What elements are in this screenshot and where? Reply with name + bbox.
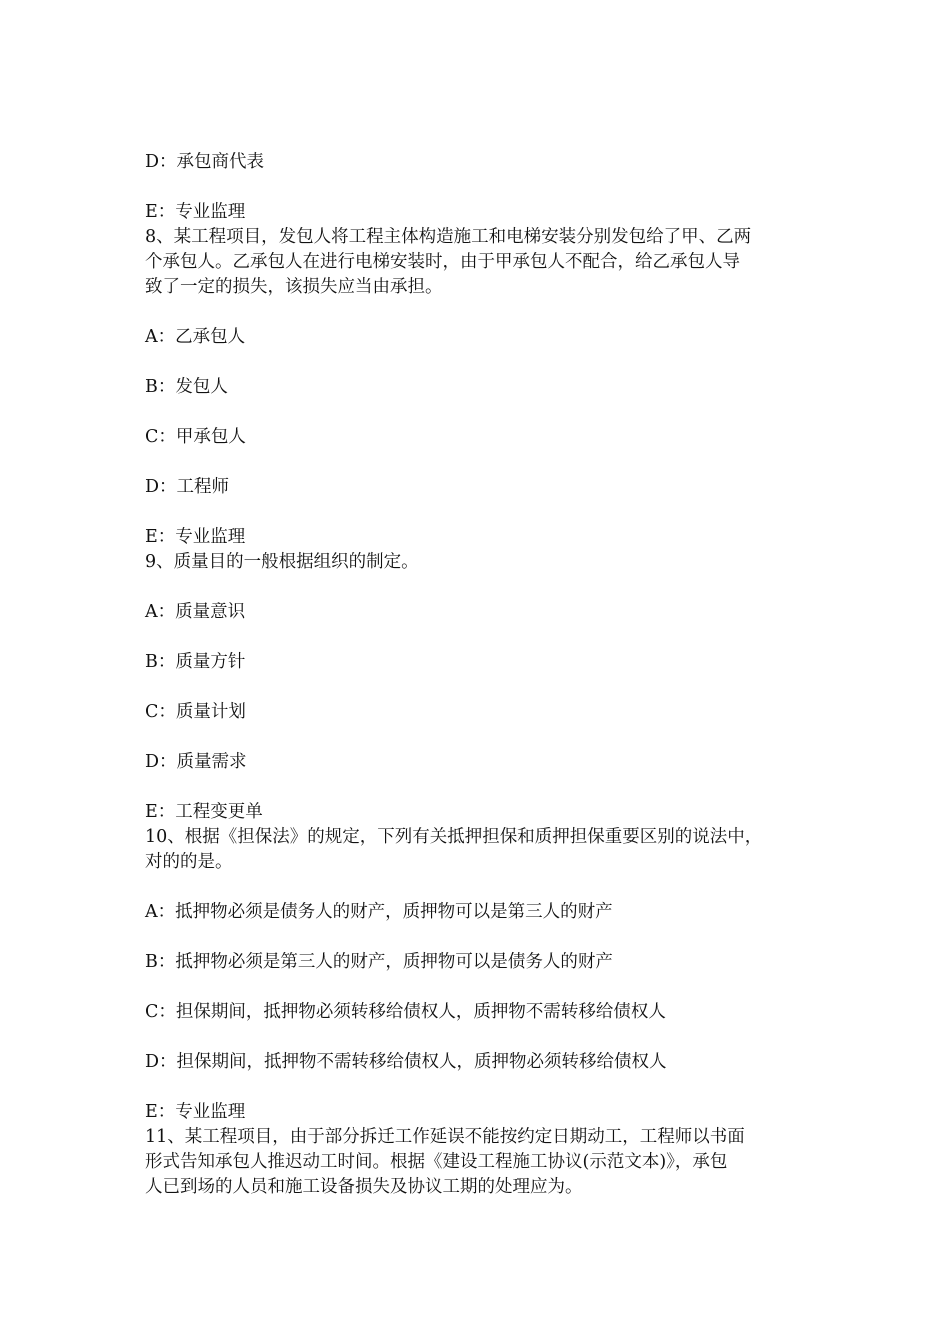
option-d-q7: D：承包商代表	[145, 152, 265, 172]
question-10-line-2: 对的的是。	[145, 852, 233, 872]
option-b-q10: B：抵押物必须是第三人的财产，质押物可以是债务人的财产	[145, 952, 613, 972]
option-a-q9: A：质量意识	[145, 602, 246, 622]
option-d-q8: D：工程师	[145, 477, 230, 497]
question-11-line-3: 人已到场的人员和施工设备损失及协议工期的处理应为。	[145, 1177, 583, 1197]
question-11-line-1: 11、某工程项目，由于部分拆迁工作延误不能按约定日期动工，工程师以书面	[145, 1127, 745, 1147]
option-e-q7: E：专业监理	[145, 202, 246, 222]
question-10	[145, 825, 835, 875]
question-8-line-2: 个承包人。乙承包人在进行电梯安装时，由于甲承包人不配合，给乙承包人导	[145, 252, 740, 272]
question-8-line-1: 8、某工程项目，发包人将工程主体构造施工和电梯安装分别发包给了甲、乙两	[145, 227, 752, 247]
option-b-q9: B：质量方针	[145, 652, 246, 672]
option-d-q9: D：质量需求	[145, 752, 247, 772]
option-a-q8: A：乙承包人	[145, 327, 246, 347]
question-9-line-1: 9、质量目的一般根据组织的制定。	[145, 552, 419, 572]
question-8	[145, 225, 835, 300]
question-11-line-2: 形式告知承包人推迟动工时间。根据《建设工程施工协议(示范文本)》，承包	[145, 1152, 728, 1172]
option-c-q9: C：质量计划	[145, 702, 246, 722]
option-e-q10: E：专业监理	[145, 1102, 246, 1122]
question-8-line-3: 致了一定的损失，该损失应当由承担。	[145, 277, 443, 297]
question-11	[145, 1125, 835, 1200]
option-e-q9: E：工程变更单	[145, 802, 263, 822]
option-c-q10: C：担保期间，抵押物必须转移给债权人，质押物不需转移给债权人	[145, 1002, 666, 1022]
option-e-q8: E：专业监理	[145, 527, 246, 547]
option-a-q10: A：抵押物必须是债务人的财产，质押物可以是第三人的财产	[145, 902, 613, 922]
question-10-line-1: 10、根据《担保法》的规定，下列有关抵押担保和质押担保重要区别的说法中，	[145, 827, 763, 847]
option-d-q10: D：担保期间，抵押物不需转移给债权人，质押物必须转移给债权人	[145, 1052, 667, 1072]
option-c-q8: C：甲承包人	[145, 427, 246, 447]
document-page	[145, 150, 835, 1200]
question-9	[145, 550, 835, 575]
option-b-q8: B：发包人	[145, 377, 228, 397]
